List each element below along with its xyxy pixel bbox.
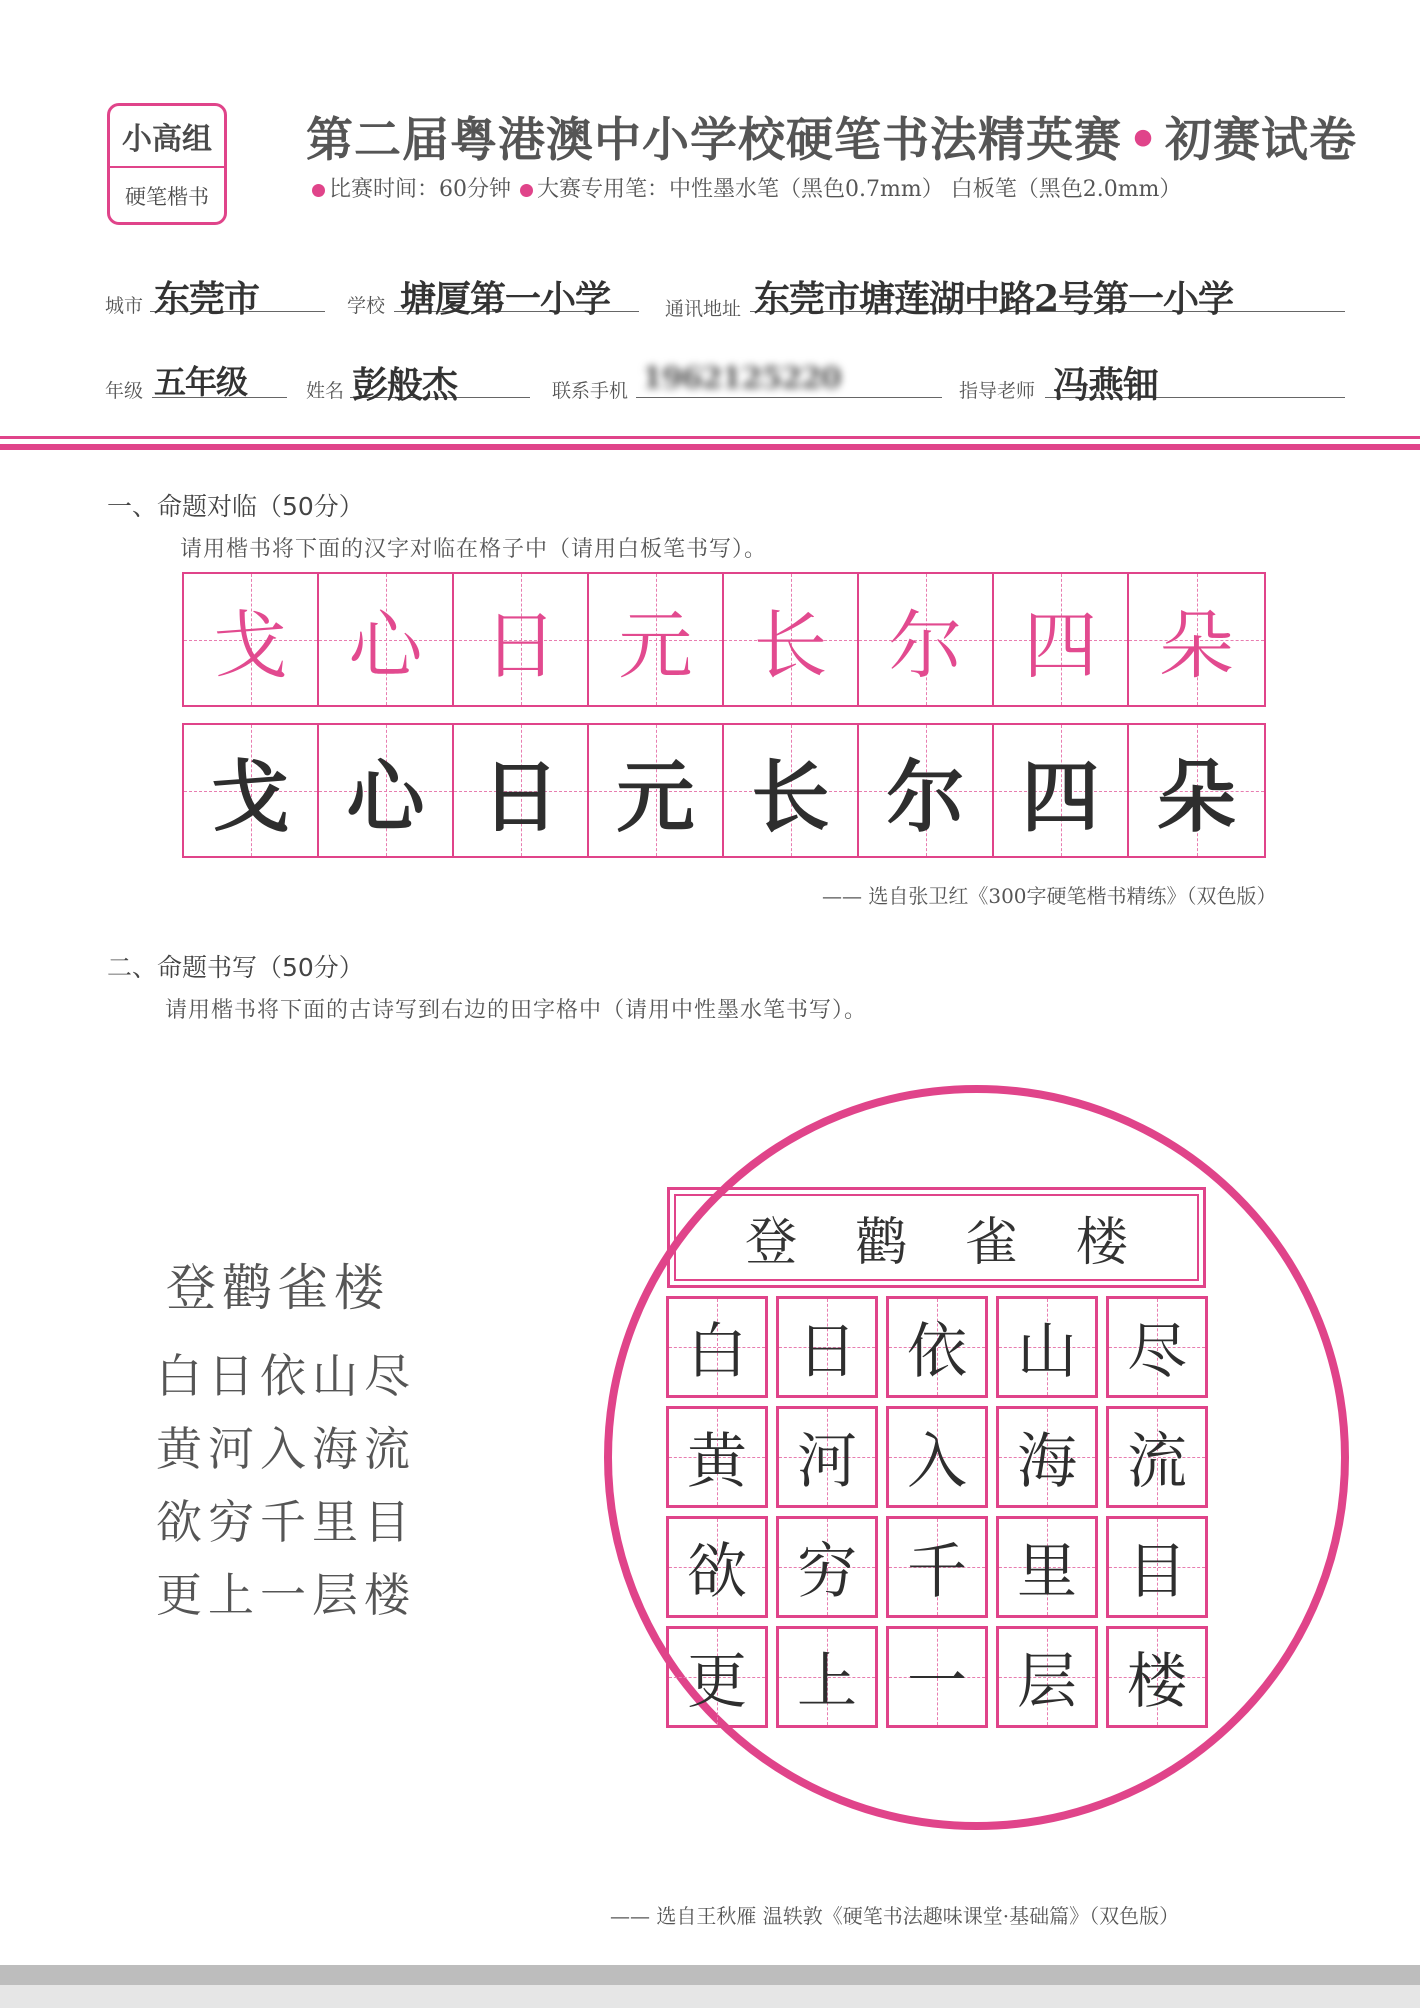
copy-cell[interactable] <box>319 725 454 856</box>
copy-cell[interactable] <box>454 725 589 856</box>
poem-grid-cell[interactable] <box>666 1406 768 1508</box>
grade-label: 年级 <box>105 380 144 402</box>
poem-grid-row <box>666 1626 1208 1728</box>
poem-grid-char: 穷 <box>797 1537 857 1607</box>
model-cell <box>454 574 589 705</box>
section2-title: 二、命题书写（50分） <box>107 953 364 982</box>
model-char: 元 <box>618 602 693 689</box>
poem-grid-char: 尽 <box>1127 1317 1187 1387</box>
page-title <box>306 103 1357 170</box>
section1-source: —— 选自张卫红《300字硬笔楷书精练》（双色版） <box>822 884 1277 908</box>
poem-grid-char: 上 <box>797 1647 857 1717</box>
poem-line: 白日依山尽 <box>156 1349 416 1403</box>
poem-grid-char: 目 <box>1127 1537 1187 1607</box>
title-dot: • <box>1128 113 1160 168</box>
school-label: 学校 <box>347 295 386 317</box>
poem-grid-char: 一 <box>907 1647 967 1717</box>
poem-grid-cell[interactable] <box>666 1516 768 1618</box>
poem-grid-row <box>666 1296 1208 1398</box>
poem-grid-char: 流 <box>1127 1427 1187 1497</box>
poem-grid-cell[interactable] <box>776 1296 878 1398</box>
model-cell <box>319 574 454 705</box>
copy-char: 四 <box>1021 752 1100 843</box>
poem-grid-cell[interactable] <box>886 1296 988 1398</box>
poem-grid-cell[interactable] <box>1106 1296 1208 1398</box>
title-main: 第二届粤港澳中小学校硬笔书法精英赛 <box>306 113 1122 168</box>
poem-grid-char: 依 <box>907 1317 967 1387</box>
school-value: 塘厦第一小学 <box>400 278 611 320</box>
bullet-icon <box>520 184 533 197</box>
city-label: 城市 <box>105 295 144 317</box>
poem-grid-char: 黄 <box>687 1427 747 1497</box>
section2-desc: 请用楷书将下面的古诗写到右边的田字格中（请用中性墨水笔书写）。 <box>165 998 868 1023</box>
copy-char: 长 <box>751 752 830 843</box>
poem-grid-cell[interactable] <box>776 1516 878 1618</box>
poem-grid-cell[interactable] <box>1106 1406 1208 1508</box>
section2-source: —— 选自王秋雁 温轶敦《硬笔书法趣味课堂·基础篇》（双色版） <box>610 1904 1180 1928</box>
model-char: 朵 <box>1159 602 1234 689</box>
written-title-char: 鹳 <box>855 1213 908 1273</box>
poem-grid-cell[interactable] <box>996 1516 1098 1618</box>
poem-grid-char: 欲 <box>687 1537 747 1607</box>
copy-cell[interactable] <box>184 725 319 856</box>
copy-char: 心 <box>346 752 425 843</box>
divider <box>0 444 1420 450</box>
phone-label: 联系手机 <box>552 380 629 402</box>
model-char: 尔 <box>888 602 963 689</box>
group-badge-top: 小高组 <box>110 106 224 168</box>
poem-grid-cell[interactable] <box>1106 1516 1208 1618</box>
exam-time: 比赛时间：60分钟 <box>329 177 511 202</box>
copy-char: 元 <box>616 752 695 843</box>
model-char: 戈 <box>213 602 288 689</box>
copy-char: 日 <box>481 752 560 843</box>
teacher-label: 指导老师 <box>959 380 1036 402</box>
copy-char: 朵 <box>1157 752 1236 843</box>
copy-char: 尔 <box>886 752 965 843</box>
section1-desc: 请用楷书将下面的汉字对临在格子中（请用白板笔书写）。 <box>180 537 768 562</box>
poem-grid-cell[interactable] <box>996 1406 1098 1508</box>
copy-cell[interactable] <box>994 725 1129 856</box>
poem-grid-cell[interactable] <box>666 1296 768 1398</box>
copy-cell[interactable] <box>1129 725 1264 856</box>
model-char: 日 <box>483 602 558 689</box>
model-char: 长 <box>753 602 828 689</box>
poem-grid-char: 山 <box>1017 1317 1077 1387</box>
name-label: 姓名 <box>306 380 345 402</box>
poem-grid-cell[interactable] <box>996 1626 1098 1728</box>
group-badge <box>107 103 227 225</box>
poem-grid-cell[interactable] <box>776 1406 878 1508</box>
written-title-box[interactable] <box>667 1187 1206 1288</box>
poem-grid-char: 白 <box>687 1317 747 1387</box>
model-char-row <box>182 572 1266 707</box>
city-value: 东莞市 <box>154 278 260 320</box>
copy-cell[interactable] <box>724 725 859 856</box>
poem-grid-char: 里 <box>1017 1537 1077 1607</box>
poem-grid-char: 楼 <box>1127 1647 1187 1717</box>
poem-grid-cell[interactable] <box>776 1626 878 1728</box>
phone-value: 1962125220 <box>642 361 841 396</box>
poem-grid-char: 河 <box>797 1427 857 1497</box>
poem-grid-cell[interactable] <box>996 1296 1098 1398</box>
poem-grid-char: 千 <box>907 1537 967 1607</box>
written-title-char: 楼 <box>1075 1213 1128 1273</box>
poem-grid-cell[interactable] <box>666 1626 768 1728</box>
poem-grid-char: 海 <box>1017 1427 1077 1497</box>
poem-line: 欲穷千里目 <box>156 1495 416 1549</box>
address-field[interactable] <box>750 271 1345 320</box>
poem-grid-row <box>666 1516 1208 1618</box>
poem-text <box>156 1340 416 1632</box>
model-cell <box>859 574 994 705</box>
group-badge-bottom: 硬笔楷书 <box>125 185 209 209</box>
poem-grid-cell[interactable] <box>1106 1626 1208 1728</box>
poem-grid-row <box>666 1406 1208 1508</box>
poem-title: 登鹳雀楼 <box>166 1259 390 1317</box>
poem-grid-cell[interactable] <box>886 1516 988 1618</box>
model-cell <box>589 574 724 705</box>
phone-field[interactable] <box>636 357 942 398</box>
model-char: 心 <box>348 602 423 689</box>
poem-line: 更上一层楼 <box>156 1568 416 1622</box>
grade-field[interactable] <box>152 357 287 401</box>
model-cell <box>994 574 1129 705</box>
teacher-field[interactable] <box>1045 357 1345 406</box>
bullet-icon <box>312 184 325 197</box>
copy-char-row[interactable] <box>182 723 1266 858</box>
poem-grid-char: 入 <box>907 1427 967 1497</box>
poem-grid-cell[interactable] <box>886 1626 988 1728</box>
address-value: 东莞市塘莲湖中路2号第一小学 <box>754 278 1234 320</box>
address-label: 通讯地址 <box>665 298 742 320</box>
name-value: 彭般杰 <box>352 364 458 406</box>
written-title <box>674 1194 1199 1281</box>
copy-char: 戈 <box>211 752 290 843</box>
exam-pen: 大赛专用笔：中性墨水笔（黑色0.7mm） 白板笔（黑色2.0mm） <box>537 177 1182 202</box>
poem-grid-char: 更 <box>687 1647 747 1717</box>
model-char: 四 <box>1023 602 1098 689</box>
model-cell <box>184 574 319 705</box>
written-title-char: 雀 <box>965 1213 1018 1273</box>
model-cell <box>1129 574 1264 705</box>
name-field[interactable] <box>350 357 530 406</box>
poem-line: 黄河入海流 <box>156 1422 416 1476</box>
poem-grid-cell[interactable] <box>886 1406 988 1508</box>
school-field[interactable] <box>394 271 639 320</box>
title-tail: 初赛试卷 <box>1165 113 1358 168</box>
exam-info <box>310 172 1181 203</box>
written-poem-grid[interactable] <box>666 1296 1208 1736</box>
city-field[interactable] <box>150 271 325 320</box>
teacher-value: 冯燕钿 <box>1053 364 1159 406</box>
divider <box>0 436 1420 439</box>
footer-bar <box>0 1985 1420 2008</box>
grade-value: 五年级 <box>154 363 248 401</box>
written-title-char: 登 <box>745 1213 798 1273</box>
footer-bar <box>0 1965 1420 1985</box>
model-cell <box>724 574 859 705</box>
poem-grid-char: 日 <box>797 1317 857 1387</box>
poem-grid-char: 层 <box>1017 1647 1077 1717</box>
copy-cell[interactable] <box>589 725 724 856</box>
section1-title: 一、命题对临（50分） <box>107 492 364 521</box>
copy-cell[interactable] <box>859 725 994 856</box>
